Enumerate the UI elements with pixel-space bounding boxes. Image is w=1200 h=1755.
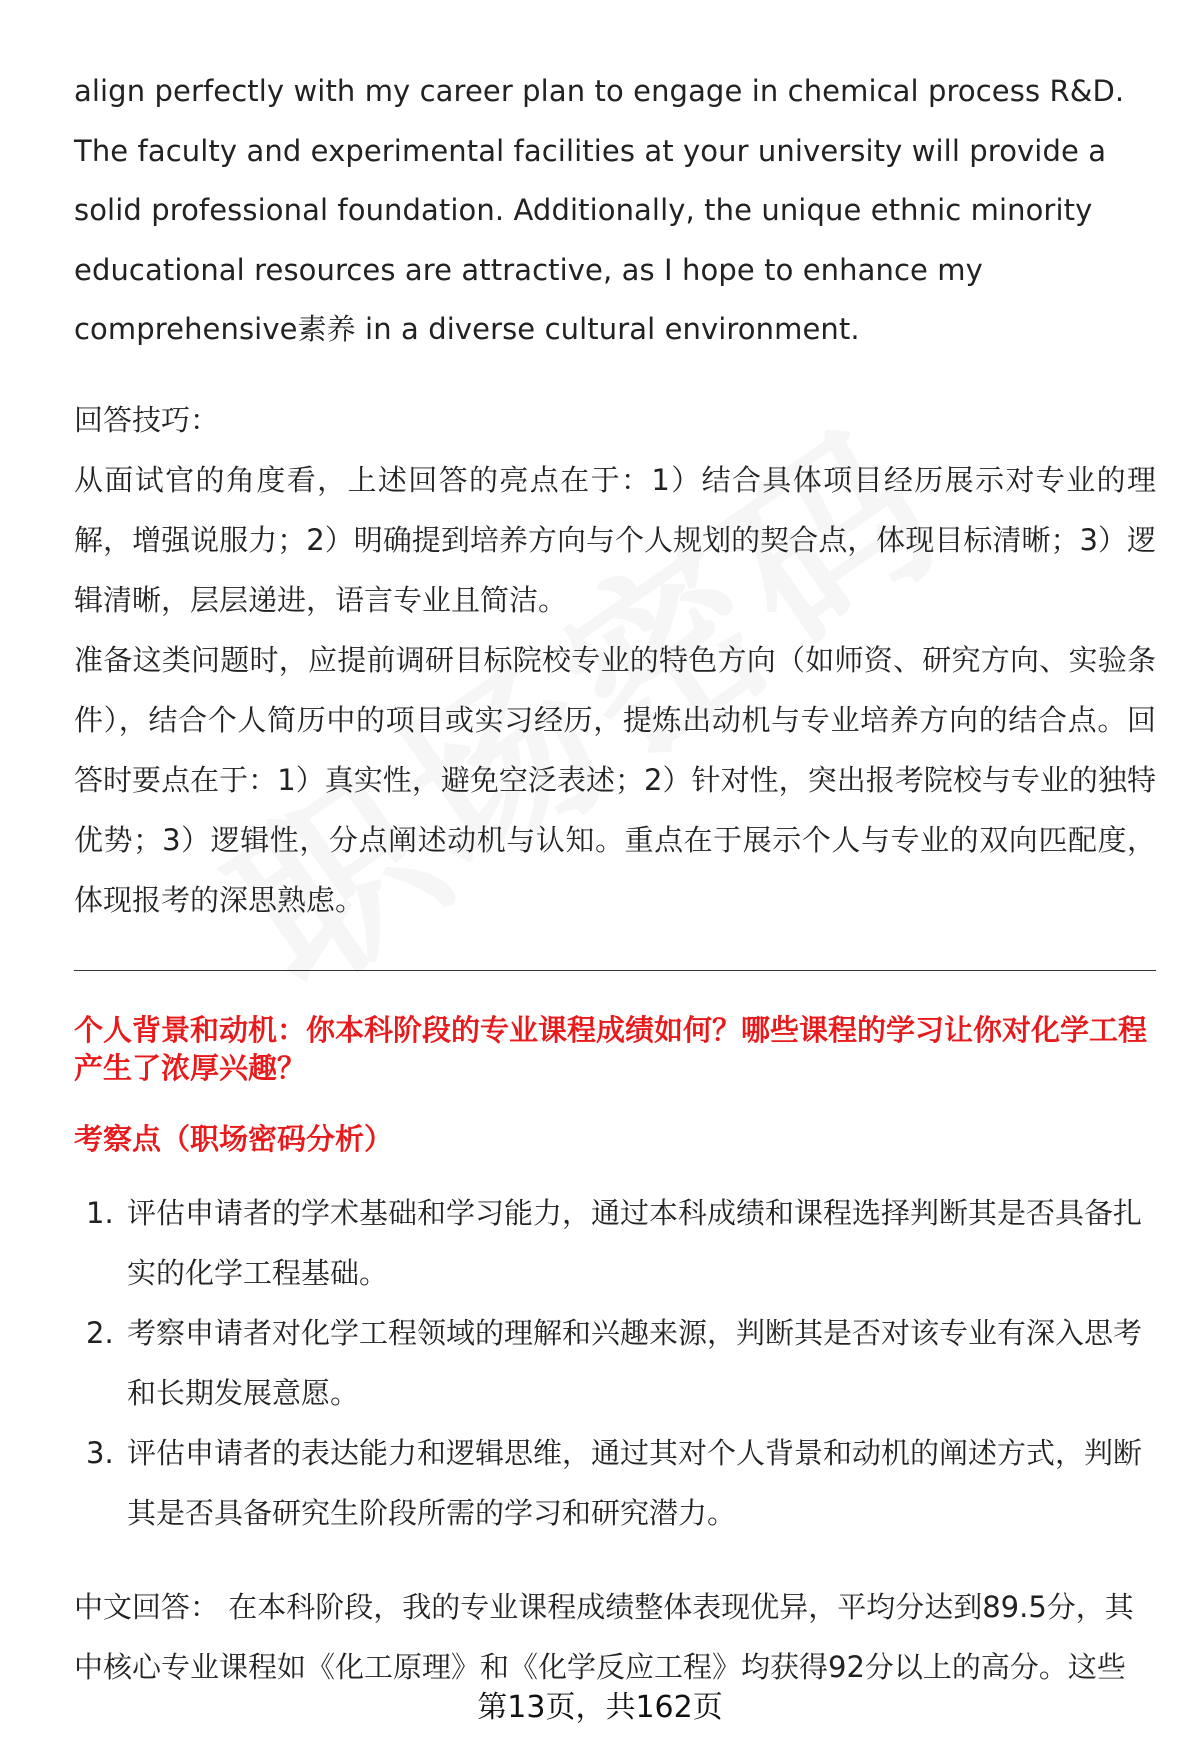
list-item [74, 1303, 1156, 1423]
list-item [74, 1183, 1156, 1303]
tips-paragraph-1: 从面试官的角度看，上述回答的亮点在于：1）结合具体项目经历展示对专业的理解，增强说服力；2）明确提到培养方向与个人规划的契合点，体现目标清晰；3）逻辑清晰，层层递进，语言专业且简洁。 [74, 462, 1156, 617]
section-divider [74, 970, 1156, 971]
document-page [74, 62, 1156, 1697]
list-item [74, 1423, 1156, 1543]
english-paragraph: align perfectly with my career plan to engage in chemical process R&D. The faculty and experimental facilities at your university will provide a solid professional foundation. Additionally, the unique ethnic minority educational resources are attractive, as I hope to enhance my comprehensive素养 in a diverse cultural environment. [74, 74, 1125, 346]
tips-label: 回答技巧： [74, 402, 220, 437]
list-item-text: 评估申请者的表达能力和逻辑思维，通过其对个人背景和动机的阐述方式，判断其是否具备研究生阶段所需的学习和研究潜力。 [127, 1435, 1143, 1530]
assessment-title: 考察点（职场密码分析） [74, 1121, 394, 1156]
assessment-list [74, 1183, 1156, 1543]
list-item-number: 3. [86, 1435, 114, 1470]
page-number-footer: 第13页，共162页 [0, 1688, 1200, 1728]
list-item-text: 考察申请者对化学工程领域的理解和兴趣来源，判断其是否对该专业有深入思考和长期发展意愿。 [127, 1315, 1143, 1410]
question-heading: 个人背景和动机：你本科阶段的专业课程成绩如何？哪些课程的学习让你对化学工程产生了浓厚兴趣？ [74, 1012, 1148, 1085]
list-item-text: 评估申请者的学术基础和学习能力，通过本科成绩和课程选择判断其是否具备扎实的化学工程基础。 [127, 1195, 1143, 1290]
tips-paragraph-2: 准备这类问题时，应提前调研目标院校专业的特色方向（如师资、研究方向、实验条件），结合个人简历中的项目或实习经历，提炼出动机与专业培养方向的结合点。回答时要点在于：1）真实性，避免空泛表述；2）针对性，突出报考院校与专业的独特优势；3）逻辑性，分点阐述动机与认知。重点在于展示个人与专业的双向匹配度，体现报考的深思熟虑。 [74, 642, 1156, 917]
list-item-number: 1. [86, 1195, 114, 1230]
list-item-number: 2. [86, 1315, 114, 1350]
chinese-answer: 中文回答： 在本科阶段，我的专业课程成绩整体表现优异，平均分达到89.5分，其中核心专业课程如《化工原理》和《化学反应工程》均获得92分以上的高分。这些 [74, 1589, 1134, 1684]
